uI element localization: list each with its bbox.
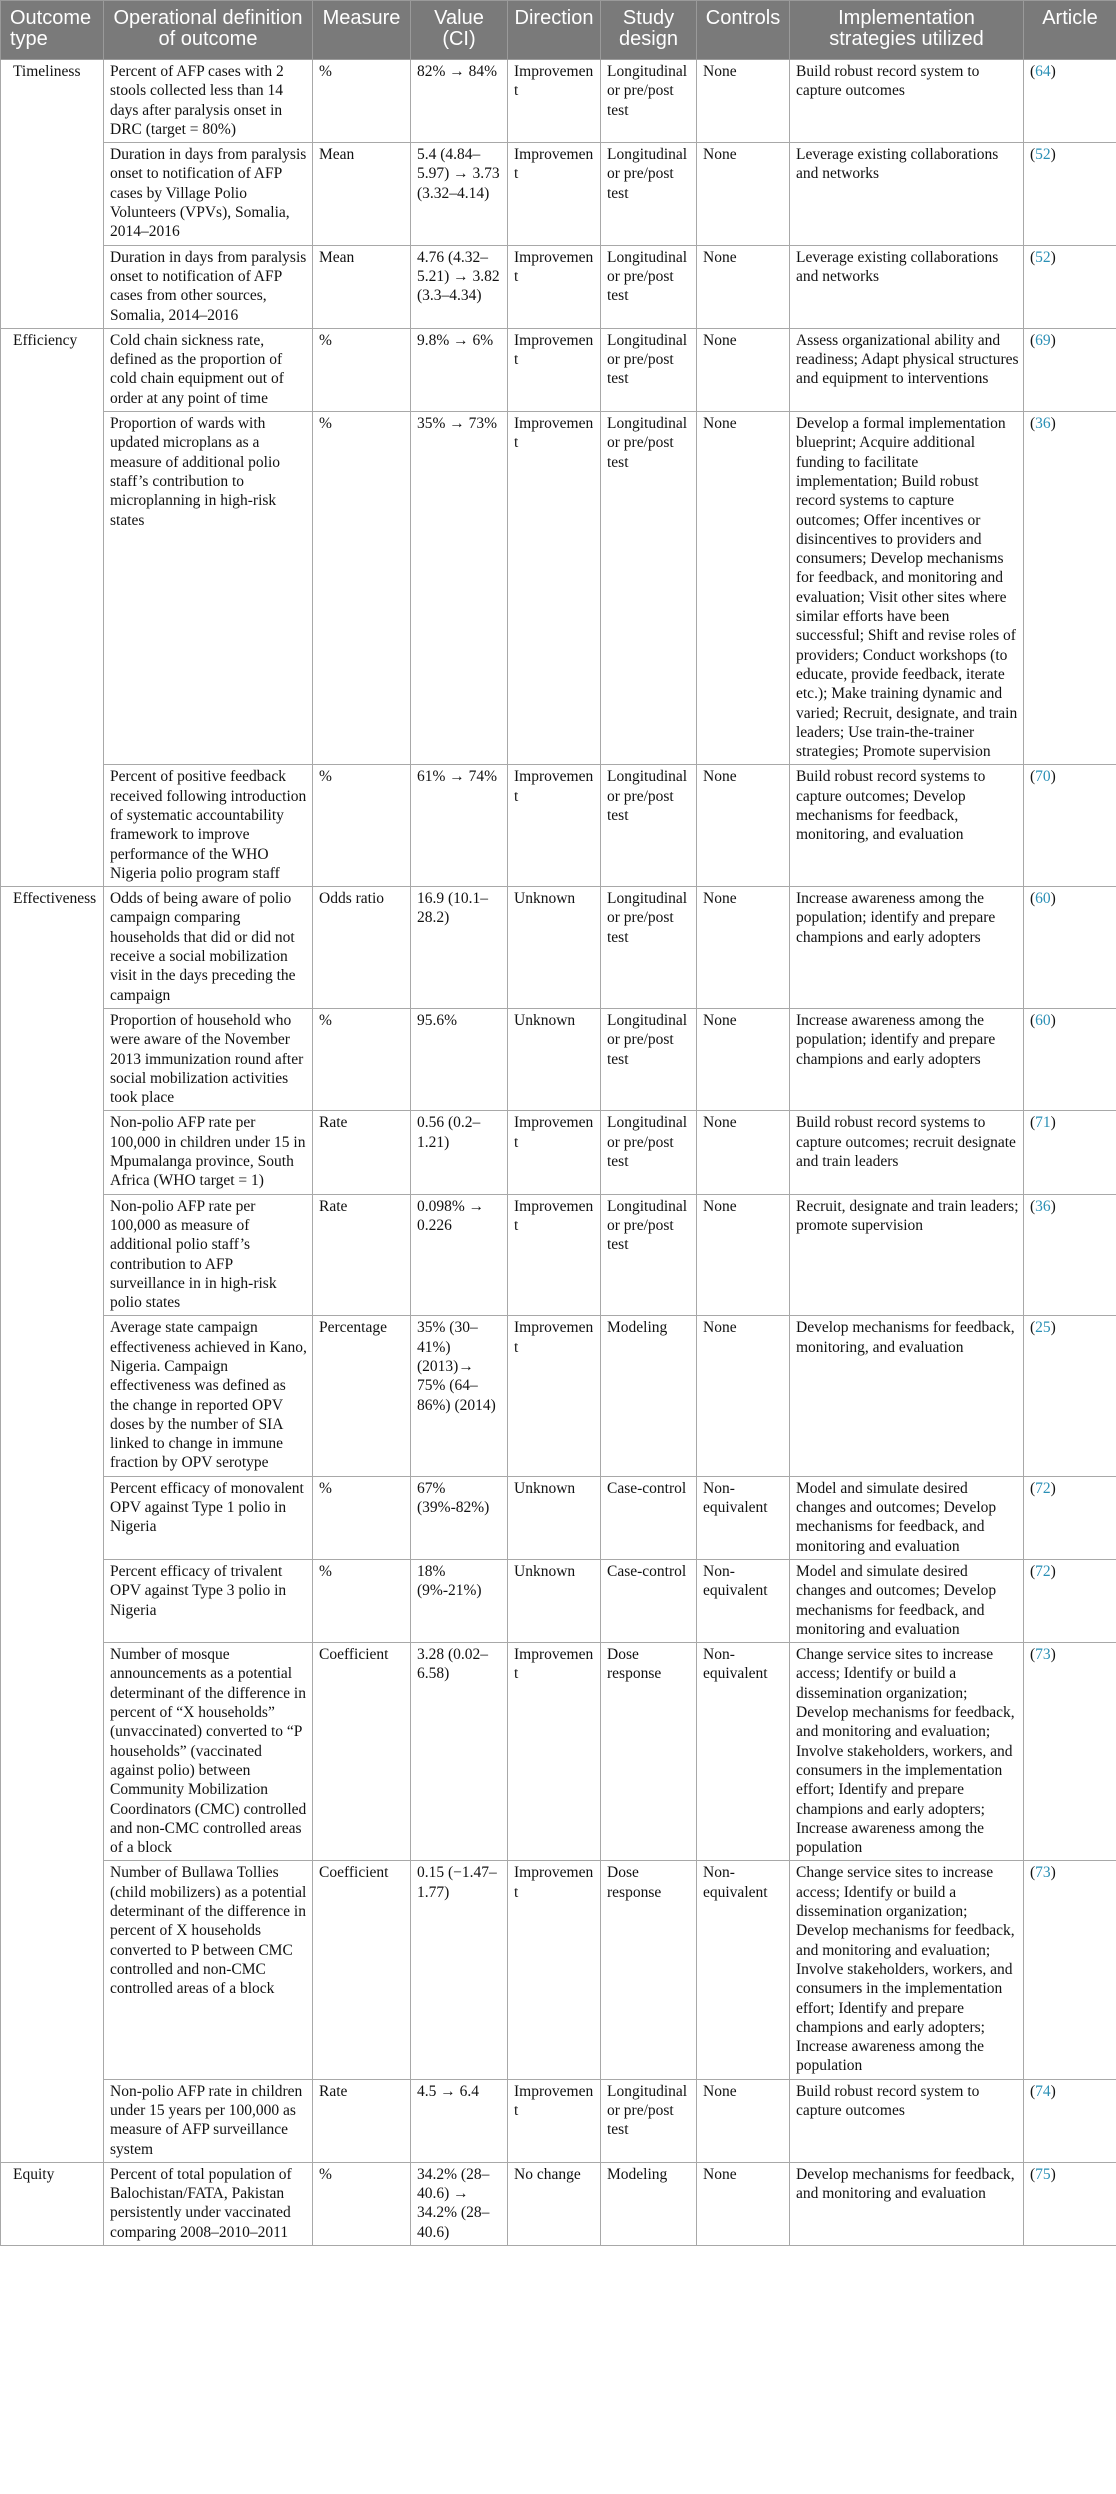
controls-cell: None [697, 60, 790, 143]
table-row [1, 1316, 1116, 1476]
article-reference-link[interactable]: 64 [1035, 63, 1051, 80]
strategies-cell: Build robust record system to capture outcomes [790, 2079, 1024, 2162]
article-reference-link[interactable]: 70 [1035, 768, 1051, 786]
table-row [1, 328, 1116, 411]
value-cell: 67% (39%-82%) [411, 1476, 508, 1559]
controls-cell: None [697, 143, 790, 245]
strategies-cell: Change service sites to increase access; Identify or build a dissemination organization; Develop mechanisms for feedback, and monitoring and evaluation; Involve stakeholders, workers, and consumers in the implementation effort; Identify and prepare champions and early adopters; Increase awareness among the population [790, 1643, 1024, 1861]
value-cell: 34.2% (28–40.6) → 34.2% (28–40.6) [411, 2162, 508, 2245]
measure-cell: % [313, 328, 411, 411]
table-row [1, 1643, 1116, 1861]
study-design-cell: Case-control [601, 1559, 697, 1642]
article-cell: (60) [1024, 1008, 1116, 1110]
measure-cell: Rate [313, 2079, 411, 2162]
measure-cell: Percentage [313, 1316, 411, 1476]
operational-definition-cell: Average state campaign effectiveness achieved in Kano, Nigeria. Campaign effectiveness was defined as the change in reported OPV doses by the number of SIA linked to change in immune fraction by OPV serotype [104, 1316, 313, 1476]
study-design-cell: Longitudinal or pre/post test [601, 1111, 697, 1194]
study-design-cell: Dose response [601, 1643, 697, 1861]
measure-cell: % [313, 1008, 411, 1110]
table-row [1, 2079, 1116, 2162]
header-study-design: Study design [601, 1, 697, 60]
direction-cell: Improvement [508, 1316, 601, 1476]
strategies-cell: Change service sites to increase access; Identify or build a dissemination organization; Develop mechanisms for feedback, and monitoring and evaluation; Involve stakeholders, workers, and consumers in the implementation effort; Identify and prepare champions and early adopters; Increase awareness among the population [790, 1861, 1024, 2079]
measure-cell: Mean [313, 245, 411, 328]
measure-cell: % [313, 1559, 411, 1642]
strategies-cell: Increase awareness among the population; identify and prepare champions and early adopters [790, 887, 1024, 1009]
header-article: Article [1024, 1, 1116, 60]
article-cell: (25) [1024, 1316, 1116, 1476]
header-direction: Direction [508, 1, 601, 60]
direction-cell: Unknown [508, 887, 601, 1009]
controls-cell: None [697, 2162, 790, 2245]
article-cell: (36) [1024, 412, 1116, 765]
controls-cell: None [697, 412, 790, 765]
strategies-cell: Leverage existing collaborations and networks [790, 143, 1024, 245]
article-reference-link[interactable]: 60 [1035, 890, 1051, 908]
outcome-type-cell: Effectiveness [1, 887, 104, 2163]
article-cell: (52) [1024, 143, 1116, 245]
strategies-cell: Build robust record systems to capture outcomes; Develop mechanisms for feedback, monitoring, and evaluation [790, 765, 1024, 887]
table-row [1, 2162, 1116, 2245]
value-cell: 0.15 (−1.47–1.77) [411, 1861, 508, 2079]
direction-cell: Improvement [508, 245, 601, 328]
article-cell: (60) [1024, 887, 1116, 1009]
article-cell: (52) [1024, 245, 1116, 328]
direction-cell: Improvement [508, 2079, 601, 2162]
strategies-cell: Develop mechanisms for feedback, and monitoring and evaluation [790, 2162, 1024, 2245]
measure-cell: % [313, 412, 411, 765]
operational-definition-cell: Percent efficacy of monovalent OPV against Type 1 polio in Nigeria [104, 1476, 313, 1559]
measure-cell: Coefficient [313, 1643, 411, 1861]
header-value: Value (CI) [411, 1, 508, 60]
strategies-cell: Increase awareness among the population; identify and prepare champions and early adopters [790, 1008, 1024, 1110]
operational-definition-cell: Duration in days from paralysis onset to notification of AFP cases from other sources, Somalia, 2014–2016 [104, 245, 313, 328]
study-design-cell: Longitudinal or pre/post test [601, 60, 697, 143]
direction-cell: Unknown [508, 1476, 601, 1559]
direction-cell: Improvement [508, 765, 601, 887]
operational-definition-cell: Proportion of wards with updated microplans as a measure of additional polio staff’s contribution to microplanning in high-risk states [104, 412, 313, 765]
study-design-cell: Longitudinal or pre/post test [601, 765, 697, 887]
strategies-cell: Build robust record system to capture outcomes [790, 60, 1024, 143]
measure-cell: Coefficient [313, 1861, 411, 2079]
direction-cell: Improvement [508, 1194, 601, 1316]
header-controls: Controls [697, 1, 790, 60]
outcome-type-cell: Equity [1, 2162, 104, 2245]
article-cell: (69) [1024, 328, 1116, 411]
study-design-cell: Case-control [601, 1476, 697, 1559]
table-row [1, 1476, 1116, 1559]
value-cell: 35% → 73% [411, 412, 508, 765]
operational-definition-cell: Non-polio AFP rate in children under 15 years per 100,000 as measure of AFP surveillance system [104, 2079, 313, 2162]
table-row [1, 1559, 1116, 1642]
operational-definition-cell: Number of Bullawa Tollies (child mobilizers) as a potential determinant of the difference in percent of X households converted to P between CMC controlled and non-CMC controlled areas of a block [104, 1861, 313, 2079]
operational-definition-cell: Proportion of household who were aware of the November 2013 immunization round after social mobilization activities took place [104, 1008, 313, 1110]
operational-definition-cell: Cold chain sickness rate, defined as the proportion of cold chain equipment out of order at any point of time [104, 328, 313, 411]
operational-definition-cell: Odds of being aware of polio campaign comparing households that did or did not receive a social mobilization visit in the days preceding the campaign [104, 887, 313, 1009]
article-reference-link[interactable]: 60 [1035, 1011, 1051, 1029]
header-outcome-type: Outcome type [1, 1, 104, 60]
article-reference-link[interactable]: 75 [1035, 2165, 1051, 2183]
operational-definition-cell: Percent of AFP cases with 2 stools collected less than 14 days after paralysis onset in DRC (target = 80%) [104, 60, 313, 143]
strategies-cell: Leverage existing collaborations and networks [790, 245, 1024, 328]
study-design-cell: Longitudinal or pre/post test [601, 1194, 697, 1316]
table-row [1, 245, 1116, 328]
table-row [1, 1111, 1116, 1194]
direction-cell: Improvement [508, 1643, 601, 1861]
operational-definition-cell: Percent of total population of Balochistan/FATA, Pakistan persistently under vaccinated comparing 2008–2010–2011 [104, 2162, 313, 2245]
measure-cell: Rate [313, 1111, 411, 1194]
study-design-cell: Longitudinal or pre/post test [601, 245, 697, 328]
strategies-cell: Recruit, designate and train leaders; promote supervision [790, 1194, 1024, 1316]
header-measure: Measure [313, 1, 411, 60]
value-cell: 9.8% → 6% [411, 328, 508, 411]
value-cell: 3.28 (0.02–6.58) [411, 1643, 508, 1861]
controls-cell: Non-equivalent [697, 1861, 790, 2079]
value-cell: 4.76 (4.32–5.21) → 3.82 (3.3–4.34) [411, 245, 508, 328]
study-design-cell: Longitudinal or pre/post test [601, 412, 697, 765]
table-body [1, 60, 1116, 2246]
direction-cell: Improvement [508, 328, 601, 411]
strategies-cell: Develop mechanisms for feedback, monitoring, and evaluation [790, 1316, 1024, 1476]
controls-cell: None [697, 887, 790, 1009]
article-reference-link[interactable]: 36 [1035, 1197, 1051, 1215]
measure-cell: % [313, 1476, 411, 1559]
article-cell: (74) [1024, 2079, 1116, 2162]
outcome-type-cell: Timeliness [1, 60, 104, 329]
table-row [1, 887, 1116, 1009]
direction-cell: No change [508, 2162, 601, 2245]
study-design-cell: Modeling [601, 2162, 697, 2245]
header-strategies: Implementation strategies utilized [790, 1, 1024, 60]
value-cell: 18% (9%-21%) [411, 1559, 508, 1642]
operational-definition-cell: Number of mosque announcements as a potential determinant of the difference in percent of “X households” (unvaccinated) converted to “P households” (vaccinated against polio) between Community Mobilization Coordinators (CMC) controlled and non-CMC controlled areas of a block [104, 1643, 313, 1861]
value-cell: 35% (30–41%) (2013)→ 75% (64–86%) (2014) [411, 1316, 508, 1476]
strategies-cell: Model and simulate desired changes and outcomes; Develop mechanisms for feedback, and monitoring and evaluation [790, 1476, 1024, 1559]
operational-definition-cell: Percent efficacy of trivalent OPV against Type 3 polio in Nigeria [104, 1559, 313, 1642]
controls-cell: None [697, 1316, 790, 1476]
operational-definition-cell: Non-polio AFP rate per 100,000 in children under 15 in Mpumalanga province, South Africa (WHO target = 1) [104, 1111, 313, 1194]
article-reference-link[interactable]: 74 [1035, 2082, 1051, 2100]
article-cell: (64) [1024, 60, 1116, 143]
study-design-cell: Longitudinal or pre/post test [601, 1008, 697, 1110]
study-design-cell: Longitudinal or pre/post test [601, 2079, 697, 2162]
study-design-cell: Dose response [601, 1861, 697, 2079]
article-reference-link[interactable]: 52 [1035, 146, 1051, 164]
article-reference-link[interactable]: 73 [1035, 1646, 1051, 1664]
controls-cell: None [697, 765, 790, 887]
strategies-cell: Model and simulate desired changes and outcomes; Develop mechanisms for feedback, and monitoring and evaluation [790, 1559, 1024, 1642]
value-cell: 0.098% → 0.226 [411, 1194, 508, 1316]
study-design-cell: Modeling [601, 1316, 697, 1476]
header-operational-definition: Operational definition of outcome [104, 1, 313, 60]
article-cell: (75) [1024, 2162, 1116, 2245]
value-cell: 61% → 74% [411, 765, 508, 887]
article-reference-link[interactable]: 72 [1035, 1562, 1051, 1580]
controls-cell: None [697, 1008, 790, 1110]
table-row [1, 1008, 1116, 1110]
article-reference-link[interactable]: 25 [1035, 1319, 1051, 1337]
operational-definition-cell: Non-polio AFP rate per 100,000 as measure of additional polio staff’s contribution to AFP surveillance in in high-risk polio states [104, 1194, 313, 1316]
controls-cell: Non-equivalent [697, 1643, 790, 1861]
table-row [1, 1194, 1116, 1316]
value-cell: 16.9 (10.1–28.2) [411, 887, 508, 1009]
article-cell: (72) [1024, 1559, 1116, 1642]
article-cell: (73) [1024, 1643, 1116, 1861]
article-cell: (71) [1024, 1111, 1116, 1194]
article-reference-link[interactable]: 71 [1035, 1114, 1051, 1132]
strategies-cell: Build robust record systems to capture outcomes; recruit designate and train leaders [790, 1111, 1024, 1194]
value-cell: 95.6% [411, 1008, 508, 1110]
table-row [1, 1861, 1116, 2079]
study-design-cell: Longitudinal or pre/post test [601, 328, 697, 411]
measure-cell: % [313, 60, 411, 143]
outcome-type-cell: Efficiency [1, 328, 104, 886]
table-row [1, 412, 1116, 765]
measure-cell: Mean [313, 143, 411, 245]
measure-cell: Rate [313, 1194, 411, 1316]
header-row [1, 1, 1116, 60]
value-cell: 5.4 (4.84–5.97) → 3.73 (3.32–4.14) [411, 143, 508, 245]
article-reference-link[interactable]: 73 [1035, 1864, 1051, 1882]
operational-definition-cell: Duration in days from paralysis onset to notification of AFP cases by Village Polio Volunteers (VPVs), Somalia, 2014–2016 [104, 143, 313, 245]
controls-cell: None [697, 245, 790, 328]
direction-cell: Unknown [508, 1559, 601, 1642]
article-cell: (36) [1024, 1194, 1116, 1316]
controls-cell: None [697, 1194, 790, 1316]
value-cell: 82% → 84% [411, 60, 508, 143]
direction-cell: Improvement [508, 1861, 601, 2079]
measure-cell: % [313, 2162, 411, 2245]
strategies-cell: Assess organizational ability and readiness; Adapt physical structures and equipment to interventions [790, 328, 1024, 411]
article-reference-link[interactable]: 69 [1035, 331, 1051, 349]
value-cell: 4.5 → 6.4 [411, 2079, 508, 2162]
operational-definition-cell: Percent of positive feedback received following introduction of systematic accountability framework to improve performance of the WHO Nigeria polio program staff [104, 765, 313, 887]
direction-cell: Improvement [508, 1111, 601, 1194]
value-cell: 0.56 (0.2–1.21) [411, 1111, 508, 1194]
controls-cell: None [697, 328, 790, 411]
direction-cell: Unknown [508, 1008, 601, 1110]
table-row [1, 143, 1116, 245]
article-cell: (72) [1024, 1476, 1116, 1559]
table-row [1, 60, 1116, 143]
study-design-cell: Longitudinal or pre/post test [601, 887, 697, 1009]
article-cell: (73) [1024, 1861, 1116, 2079]
direction-cell: Improvement [508, 60, 601, 143]
controls-cell: None [697, 2079, 790, 2162]
article-cell: (70) [1024, 765, 1116, 887]
direction-cell: Improvement [508, 143, 601, 245]
direction-cell: Improvement [508, 412, 601, 765]
article-reference-link[interactable]: 36 [1035, 415, 1051, 433]
table-row [1, 765, 1116, 887]
controls-cell: Non-equivalent [697, 1559, 790, 1642]
study-design-cell: Longitudinal or pre/post test [601, 143, 697, 245]
controls-cell: Non-equivalent [697, 1476, 790, 1559]
controls-cell: None [697, 1111, 790, 1194]
measure-cell: Odds ratio [313, 887, 411, 1009]
article-reference-link[interactable]: 72 [1035, 1479, 1051, 1497]
strategies-cell: Develop a formal implementation blueprint; Acquire additional funding to facilitate implementation; Build robust record systems to capture outcomes; Offer incentives or disincentives to providers and consumers; Develop mechanisms for feedback, and monitoring and evaluation; Visit other sites where similar efforts have been successful; Shift and revise roles of providers; Conduct workshops (to educate, provide feedback, iterate etc.); Make training dynamic and varied; Recruit, designate, and train leaders; Use train-the-trainer strategies; Promote supervision [790, 412, 1024, 765]
measure-cell: % [313, 765, 411, 887]
article-reference-link[interactable]: 52 [1035, 248, 1051, 266]
